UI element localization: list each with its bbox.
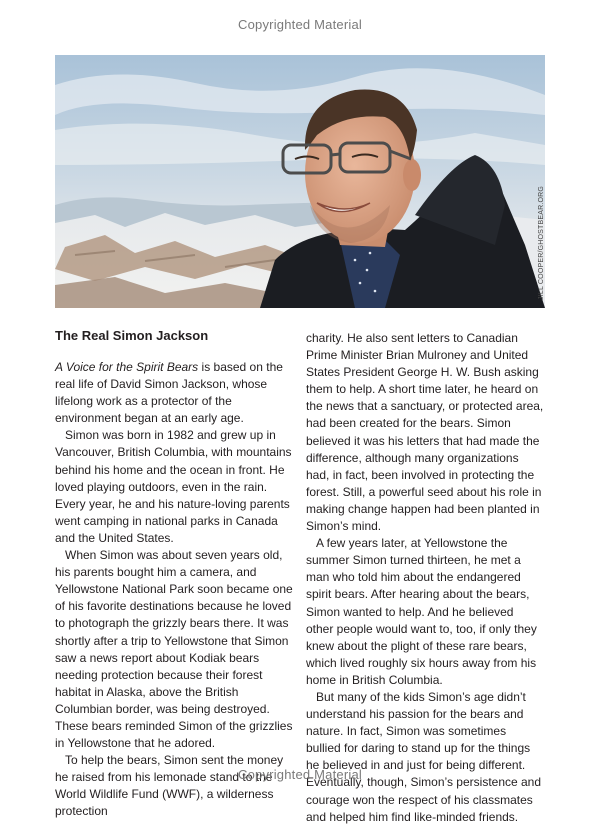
copyright-watermark-bottom: Copyrighted Material (238, 767, 362, 782)
article-heading: The Real Simon Jackson (55, 328, 209, 343)
paragraph: Simon was born in 1982 and grew up in Vancouver, British Columbia, with mountains behind his home and the ocean in front. He loved playing outdoors, even in the rain. Every year, he and his nature-loving parents went camping in national parks in Canada and the United States. (55, 428, 292, 545)
paragraph: When Simon was about seven years old, his parents bought him a camera, and Yellowstone National Park soon became one of his favorite destinations because he loved to photograph the grizzly bears there. It was shortly after a trip to Yellowstone that Simon saw a news report about Kodiak bears needing protection because their forest habitat in Alaska, above the British Columbian border, was being destroyed. These bears reminded Simon of the grizzlies in Yellowstone that he adored. (55, 548, 293, 751)
article-column-left (55, 327, 293, 821)
paragraph: A Voice for the Spirit Bears is based on the real life of David Simon Jackson, whose lifelong work as a protector of the environment began at an early age. (55, 360, 283, 426)
paragraph: charity. He also sent letters to Canadian Prime Minister Brian Mulroney and United States President George H. W. Bush asking them to help. A short time later, he heard on the news that a sanctuary, or protected area, had been created for the bears. Simon believed it was his letters that had made the difference, although many organizations had, in fact, been involved in protecting the forest. Still, a powerful seed about his role in making change happen had been planted in Simon’s mind. (306, 331, 544, 534)
paragraph: But many of the kids Simon’s age didn’t understand his passion for the bears and nature. In fact, Simon was sometimes bullied for daring to stand up for the things he believed in and just for being different. Eventually, though, Simon’s persistence and courage won the respect of his classmates and helped him find like-minded friends. (306, 689, 542, 824)
portrait-photo (55, 55, 545, 308)
article-column-right (306, 330, 544, 826)
book-title: A Voice for the Spirit Bears (55, 360, 199, 374)
copyright-watermark-top: Copyrighted Material (238, 17, 362, 32)
paragraph: A few years later, at Yellowstone the summer Simon turned thirteen, he met a man who told him about the endangered spirit bears. After hearing about the bears, Simon wanted to help. And he believed other people would want to, too, if only they knew about the plight of these rare bears, which lived roughly six hours away from his home in British Columbia. (306, 536, 537, 687)
paragraph: To help the bears, Simon sent the money he raised from his lemonade stand to the World Wildlife Fund (WWF), a wilderness protection (55, 753, 284, 819)
photo-credit: JILL COOPER/GHOSTBEAR.ORG (538, 185, 545, 300)
